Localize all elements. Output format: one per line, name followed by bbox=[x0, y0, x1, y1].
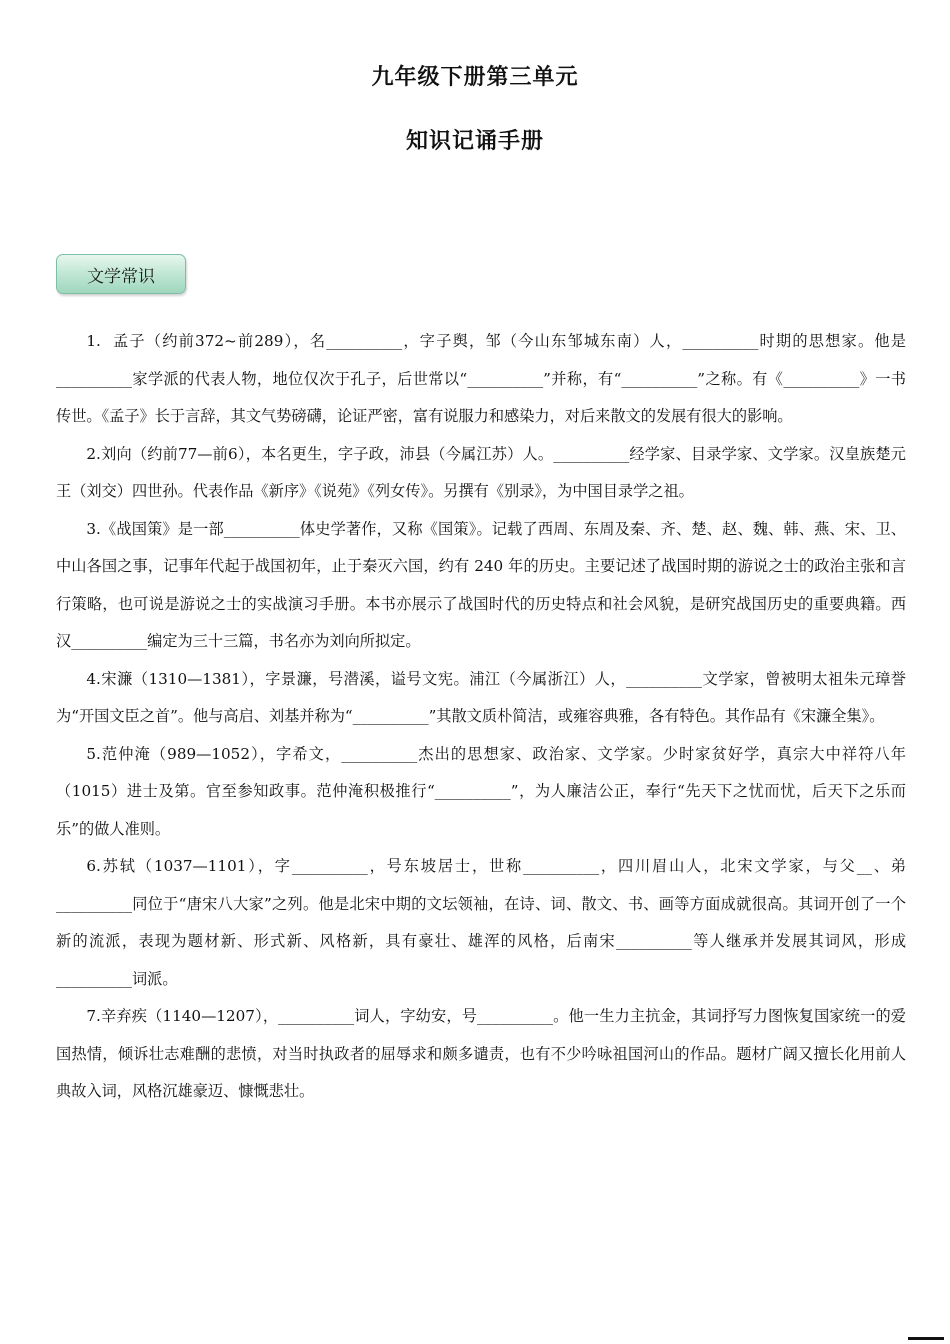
paragraph-5-fan-zhongyan bbox=[56, 736, 906, 849]
paragraph-text: 4.宋濂（1310—1381），字景濂，号潜溪，谥号文宪。浦江（今属浙江）人，__________文学家，曾被明太祖朱元璋誉为“开国文臣之首”。他与高启、刘基并称为“__________”其散文质朴简洁，或雍容典雅，各有特色。其作品有《宋濂全集》。 bbox=[56, 669, 906, 725]
paragraph-text: 6.苏轼（1037—1101），字__________，号东坡居士，世称__________，四川眉山人，北宋文学家，与父__、弟__________同位于“唐宋八大家”之列。他是北宋中期的文坛领袖，在诗、词、散文、书、画等方面成就很高。其词开创了一个新的流派，表现为题材新、形式新、风格新，具有豪壮、雄浑的风格，后南宋__________等人继承并发展其词风，形成__________词派。 bbox=[56, 857, 906, 988]
paragraph-4-song-lian bbox=[56, 661, 906, 736]
paragraph-7-xin-qiji bbox=[56, 998, 906, 1111]
content-body bbox=[56, 323, 906, 1111]
paragraph-2-liu-xiang bbox=[56, 436, 906, 511]
paragraph-3-zhanguoce bbox=[56, 511, 906, 661]
section-badge-label: 文学常识 bbox=[87, 266, 155, 287]
page-subtitle: 知识记诵手册 bbox=[405, 129, 544, 154]
paragraph-text: 7.辛弃疾（1140—1207），__________词人，字幼安，号__________。他一生力主抗金，其词抒写力图恢复国家统一的爱国热情，倾诉壮志难酬的悲愤，对当时执政者的屈辱求和颇多谴责，也有不少吟咏祖国河山的作品。题材广阔又擅长化用前人典故入词，风格沉雄豪迈、慷慨悲壮。 bbox=[56, 1007, 906, 1100]
paragraph-text: 3.《战国策》是一部__________体史学著作，又称《国策》。记载了西周、东周及秦、齐、楚、赵、魏、韩、燕、宋、卫、中山各国之事，记事年代起于战国初年，止于秦灭六国，约有 240 年的历史。主要记述了战国时期的游说之士的政治主张和言行策略，也可说是游说之士的实战演习手册。本书亦展示了战国时代的历史特点和社会风貌，是研究战国历史的重要典籍。西汉__________编定为三十三篇，书名亦为刘向所拟定。 bbox=[56, 519, 906, 650]
paragraph-text: 5.范仲淹（989—1052），字希文，__________杰出的思想家、政治家、文学家。少时家贫好学，真宗大中祥符八年（1015）进士及第。官至参知政事。范仲淹积极推行“__________”，为人廉洁公正，奉行“先天下之忧而忧，后天下之乐而乐”的做人准则。 bbox=[56, 744, 906, 838]
paragraph-6-su-shi bbox=[56, 848, 906, 998]
section-badge-literary-knowledge bbox=[56, 254, 186, 294]
paragraph-text: 2.刘向（约前77—前6），本名更生，字子政，沛县（今属江苏）人。__________经学家、目录学家、文学家。汉皇族楚元王（刘交）四世孙。代表作品《新序》《说苑》《列女传》。另撰有《别录》，为中国目录学之祖。 bbox=[56, 444, 906, 500]
paragraph-text: 1. 孟子（约前372~前289），名__________，字子舆，邹（今山东邹城东南）人，__________时期的思想家。他是__________家学派的代表人物，地位仅次于孔子，后世常以“__________”并称，有“__________”之称。有《__________》一书传世。《孟子》长于言辞，其文气势磅礴，论证严密，富有说服力和感染力，对后来散文的发展有很大的影响。 bbox=[56, 332, 906, 425]
page-title: 九年级下册第三单元 bbox=[371, 65, 579, 90]
page-edge-mark bbox=[908, 1337, 944, 1340]
paragraph-1-mencius bbox=[56, 323, 906, 436]
